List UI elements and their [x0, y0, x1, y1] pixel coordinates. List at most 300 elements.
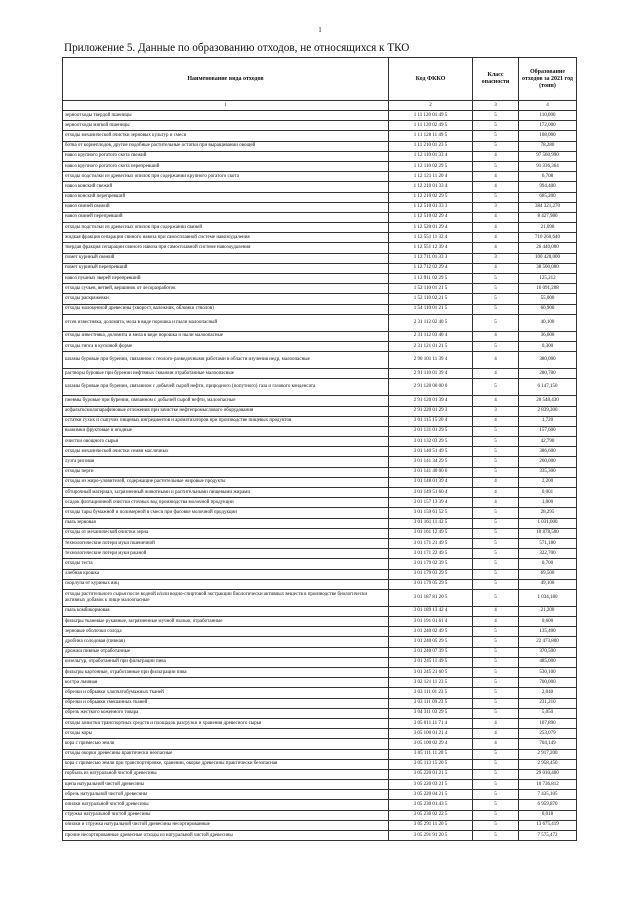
hazard-class-cell: 5: [473, 708, 519, 718]
table-row: [63, 549, 577, 559]
table-row: [63, 314, 577, 331]
waste-name-cell: обтирочный материал, загрязненный животными и растительными пищевыми жирами: [63, 488, 389, 498]
waste-name-cell: пневмы буровые при бурении, связанном с добычей сырой нефти, малоопасные: [63, 396, 389, 406]
waste-amount-cell: 6 959,870: [519, 800, 577, 810]
hazard-class-cell: 5: [473, 284, 519, 294]
waste-amount-cell: 29 010,400: [519, 769, 577, 779]
fkko-code-cell: 3 05 100 01 21 4: [389, 729, 473, 739]
fkko-code-cell: 3 05 011 11 71 4: [389, 718, 473, 728]
waste-amount-cell: 13 675,419: [519, 820, 577, 830]
waste-amount-cell: 6,708: [519, 172, 577, 182]
waste-amount-cell: 1 031,000: [519, 518, 577, 528]
hazard-class-cell: 5: [473, 508, 519, 518]
table-row: [63, 233, 577, 243]
fkko-code-cell: 3 05 220 04 21 5: [389, 790, 473, 800]
waste-name-cell: зерновые оболочки солода: [63, 627, 389, 637]
waste-amount-cell: 280,700: [519, 369, 577, 379]
waste-name-cell: отходы зачистки транспортных средств и площадок разгрузки и хранения древесного сырья: [63, 718, 389, 728]
table-row: [63, 718, 577, 728]
table-row: [63, 447, 577, 457]
waste-amount-cell: 157,600: [519, 426, 577, 436]
hazard-class-cell: 5: [473, 698, 519, 708]
table-row: [63, 406, 577, 416]
hazard-class-cell: 5: [473, 549, 519, 559]
waste-name-cell: фильтры тканевые рукавные, загрязненные мучной пылью, отработанные: [63, 617, 389, 627]
waste-amount-cell: 2 917,200: [519, 749, 577, 759]
hazard-class-cell: 5: [473, 141, 519, 151]
hazard-class-cell: 4: [473, 416, 519, 426]
waste-name-cell: стружка натуральной чистой древесины: [63, 810, 389, 820]
fkko-code-cell: 1 12 520 01 29 4: [389, 223, 473, 233]
waste-amount-cell: 384 321,270: [519, 202, 577, 212]
table-row: [63, 589, 577, 606]
hazard-class-cell: 5: [473, 161, 519, 171]
table-row: [63, 678, 577, 688]
hazard-class-cell: 5: [473, 379, 519, 396]
fkko-code-cell: 3 01 159 61 52 5: [389, 508, 473, 518]
fkko-code-cell: 2 31 112 03 40 4: [389, 331, 473, 341]
header-waste-amount: Образование отходов за 2021 год (тонн): [519, 58, 577, 101]
waste-amount-cell: 49,100: [519, 579, 577, 589]
hazard-class-cell: 5: [473, 627, 519, 637]
fkko-code-cell: 1 11 120 01 49 5: [389, 111, 473, 121]
table-row: [63, 498, 577, 508]
table-row: [63, 528, 577, 538]
table-header-row: [63, 58, 577, 101]
hazard-class-cell: 4: [473, 396, 519, 406]
waste-name-cell: помет куриный перепревший: [63, 263, 389, 273]
fkko-code-cell: 1 11 120 02 49 5: [389, 121, 473, 131]
fkko-code-cell: 3 05 230 02 22 5: [389, 810, 473, 820]
waste-name-cell: отходы от механической очистки зерна: [63, 528, 389, 538]
waste-amount-cell: 1 034,180: [519, 589, 577, 606]
waste-amount-cell: 36,600: [519, 331, 577, 341]
waste-name-cell: отходы тары бумажной и полимерной в смеси при фасовке молочной продукции: [63, 508, 389, 518]
waste-amount-cell: 322,700: [519, 549, 577, 559]
column-number-row: [63, 101, 577, 111]
waste-amount-cell: 0,600: [519, 617, 577, 627]
hazard-class-cell: 3: [473, 253, 519, 263]
table-row: [63, 606, 577, 616]
waste-name-cell: отсев известняка, доломита, мела в виде порошка и пыли малоопасный: [63, 314, 389, 331]
hazard-class-cell: 5: [473, 820, 519, 830]
table-row: [63, 304, 577, 314]
waste-amount-cell: 2 958,450: [519, 759, 577, 769]
waste-name-cell: зерноотходы твердой пшеницы: [63, 111, 389, 121]
table-row: [63, 739, 577, 749]
fkko-code-cell: 1 11 128 11 49 5: [389, 131, 473, 141]
table-row: [63, 182, 577, 192]
waste-amount-cell: 994,400: [519, 182, 577, 192]
hazard-class-cell: 5: [473, 341, 519, 351]
waste-name-cell: осадок флотационной очистки сточных вод производства молочной продукции: [63, 498, 389, 508]
hazard-class-cell: 5: [473, 274, 519, 284]
fkko-code-cell: 3 01 171 22 49 5: [389, 549, 473, 559]
table-row: [63, 831, 577, 841]
fkko-code-cell: 1 11 210 01 23 5: [389, 141, 473, 151]
hazard-class-cell: 5: [473, 579, 519, 589]
waste-amount-cell: 26 440,000: [519, 243, 577, 253]
table-row: [63, 518, 577, 528]
table-row: [63, 243, 577, 253]
waste-amount-cell: 700,000: [519, 678, 577, 688]
waste-name-cell: опилки натуральной чистой древесины: [63, 800, 389, 810]
hazard-class-cell: 5: [473, 749, 519, 759]
table-row: [63, 559, 577, 569]
waste-amount-cell: 5,050: [519, 708, 577, 718]
fkko-code-cell: 3 01 131 01 29 5: [389, 426, 473, 436]
waste-amount-cell: 78,280: [519, 141, 577, 151]
hazard-class-cell: 5: [473, 294, 519, 304]
waste-amount-cell: 69,500: [519, 569, 577, 579]
waste-name-cell: навоз крупного рогатого скота свежий: [63, 151, 389, 161]
fkko-code-cell: 3 01 148 01 39 4: [389, 477, 473, 487]
table-row: [63, 111, 577, 121]
table-row: [63, 131, 577, 141]
fkko-code-cell: 3 01 132 03 29 5: [389, 437, 473, 447]
waste-amount-cell: 125,212: [519, 274, 577, 284]
table-row: [63, 253, 577, 263]
waste-name-cell: выжимки фруктовые и ягодные: [63, 426, 389, 436]
hazard-class-cell: 4: [473, 151, 519, 161]
fkko-code-cell: 2 91 110 01 39 4: [389, 369, 473, 379]
waste-amount-cell: 253,079: [519, 729, 577, 739]
waste-amount-cell: 335,300: [519, 467, 577, 477]
fkko-code-cell: 3 01 179 05 29 5: [389, 579, 473, 589]
waste-name-cell: отходы подстилки из древесных опилок при содержании крупного рогатого скота: [63, 172, 389, 182]
table-row: [63, 121, 577, 131]
waste-amount-cell: 10 736,812: [519, 780, 577, 790]
table-row: [63, 416, 577, 426]
waste-amount-cell: 20 548,430: [519, 396, 577, 406]
waste-amount-cell: 685,200: [519, 192, 577, 202]
waste-name-cell: отходы механической очистки зерновых культур и смеси: [63, 131, 389, 141]
table-row: [63, 223, 577, 233]
fkko-code-cell: 3 05 230 01 43 5: [389, 800, 473, 810]
fkko-code-cell: 3 01 240 07 39 5: [389, 647, 473, 657]
table-row: [63, 579, 577, 589]
table-row: [63, 627, 577, 637]
waste-name-cell: обрезки и обрывки хлопчатобумажных тканей: [63, 688, 389, 698]
fkko-code-cell: 3 01 245 11 49 5: [389, 657, 473, 667]
waste-amount-cell: 16 091,208: [519, 284, 577, 294]
fkko-code-cell: 3 01 171 21 49 5: [389, 538, 473, 548]
waste-amount-cell: 2,200: [519, 477, 577, 487]
table-row: [63, 379, 577, 396]
table-row: [63, 769, 577, 779]
fkko-code-cell: 1 12 551 11 32 4: [389, 233, 473, 243]
fkko-code-cell: 3 05 113 15 20 5: [389, 759, 473, 769]
table-row: [63, 749, 577, 759]
table-row: [63, 780, 577, 790]
waste-name-cell: шламы буровые при бурении, связанном с геолого-разведочными работами в области изучения недр, малоопасные: [63, 352, 389, 369]
table-row: [63, 729, 577, 739]
waste-name-cell: отходы подстилки из древесных опилок при содержании свиней: [63, 223, 389, 233]
hazard-class-cell: 4: [473, 617, 519, 627]
waste-amount-cell: 135,400: [519, 627, 577, 637]
hazard-class-cell: 5: [473, 800, 519, 810]
hazard-class-cell: 5: [473, 457, 519, 467]
table-row: [63, 637, 577, 647]
fkko-code-cell: 3 05 220 01 21 5: [389, 769, 473, 779]
hazard-class-cell: 5: [473, 569, 519, 579]
fkko-code-cell: 3 01 161 12 49 5: [389, 528, 473, 538]
waste-amount-cell: 172,000: [519, 121, 577, 131]
waste-amount-cell: 2,040: [519, 688, 577, 698]
waste-amount-cell: 38 500,000: [519, 263, 577, 273]
waste-amount-cell: 108,000: [519, 131, 577, 141]
waste-name-cell: щепа натуральной чистой древесины: [63, 780, 389, 790]
waste-name-cell: отходы сучьев, ветвей, вершинок от лесоразработок: [63, 284, 389, 294]
hazard-class-cell: 5: [473, 790, 519, 800]
waste-name-cell: ботва от корнеплодов, другие подобные растительные остатки при выращивании овощей: [63, 141, 389, 151]
hazard-class-cell: 4: [473, 718, 519, 728]
hazard-class-cell: 4: [473, 331, 519, 341]
waste-name-cell: шламы буровые при бурении, связанном с добычей сырой нефти, природного (попутного) газа и газового конденсата: [63, 379, 389, 396]
waste-name-cell: отходы теста: [63, 559, 389, 569]
table-row: [63, 426, 577, 436]
waste-amount-cell: 7 575,472: [519, 831, 577, 841]
fkko-code-cell: 3 01 191 01 61 4: [389, 617, 473, 627]
waste-name-cell: отходы механической очистки семян масличных: [63, 447, 389, 457]
table-row: [63, 457, 577, 467]
waste-name-cell: кизельгур, отработанный при фильтрации пива: [63, 657, 389, 667]
fkko-code-cell: 3 05 291 11 20 5: [389, 820, 473, 830]
hazard-class-cell: 4: [473, 488, 519, 498]
waste-name-cell: отходы известняка, доломита и мела в виде порошка и пыли малоопасные: [63, 331, 389, 341]
fkko-code-cell: 3 01 157 13 39 4: [389, 498, 473, 508]
fkko-code-cell: 1 12 110 01 33 4: [389, 151, 473, 161]
fkko-code-cell: 3 01 179 02 39 5: [389, 559, 473, 569]
table-row: [63, 759, 577, 769]
hazard-class-cell: 5: [473, 518, 519, 528]
fkko-code-cell: 3 05 100 02 29 4: [389, 739, 473, 749]
waste-name-cell: асфальтосмолопарафиновые отложения при зачистке нефтепромыслового оборудования: [63, 406, 389, 416]
hazard-class-cell: 5: [473, 528, 519, 538]
waste-name-cell: отходы окорки древесины практически неопасные: [63, 749, 389, 759]
hazard-class-cell: 5: [473, 131, 519, 141]
waste-amount-cell: 0,700: [519, 559, 577, 569]
fkko-code-cell: 2 91 120 01 39 4: [389, 396, 473, 406]
hazard-class-cell: 5: [473, 810, 519, 820]
table-row: [63, 274, 577, 284]
table-row: [63, 294, 577, 304]
hazard-class-cell: 4: [473, 223, 519, 233]
table-row: [63, 352, 577, 369]
hazard-class-cell: 5: [473, 437, 519, 447]
waste-amount-cell: 60,900: [519, 304, 577, 314]
table-row: [63, 172, 577, 182]
hazard-class-cell: 4: [473, 243, 519, 253]
fkko-code-cell: 1 12 210 01 33 4: [389, 182, 473, 192]
table-row: [63, 284, 577, 294]
waste-name-cell: зерноотходы мягкой пшеницы: [63, 121, 389, 131]
waste-amount-cell: 8 427,980: [519, 212, 577, 222]
waste-amount-cell: 704,149: [519, 739, 577, 749]
hazard-class-cell: 3: [473, 202, 519, 212]
waste-name-cell: жидкая фракция сепарации свиного навоза при самосплавной системе навозоудаления: [63, 233, 389, 243]
table-row: [63, 192, 577, 202]
fkko-code-cell: 2 90 101 11 39 4: [389, 352, 473, 369]
hazard-class-cell: 5: [473, 314, 519, 331]
table-row: [63, 151, 577, 161]
fkko-code-cell: 3 04 311 03 29 5: [389, 708, 473, 718]
waste-amount-cell: 110,000: [519, 111, 577, 121]
waste-name-cell: горбыль из натуральной чистой древесины: [63, 769, 389, 779]
hazard-class-cell: 5: [473, 192, 519, 202]
waste-name-cell: технологические потери муки пшеничной: [63, 538, 389, 548]
fkko-code-cell: 3 01 161 11 42 5: [389, 518, 473, 528]
column-number: 2: [389, 101, 473, 111]
hazard-class-cell: 4: [473, 369, 519, 379]
table-row: [63, 800, 577, 810]
waste-amount-cell: 1,720: [519, 416, 577, 426]
waste-name-cell: отходы растительного сырья после водной и/или водно-спиртовой экстракции биологически активных веществ в производстве биологически активных добавок к пище малоопасные: [63, 589, 389, 606]
fkko-code-cell: 2 91 120 00 00 0: [389, 379, 473, 396]
fkko-code-cell: 3 01 149 51 60 4: [389, 488, 473, 498]
column-number: 4: [519, 101, 577, 111]
fkko-code-cell: 3 01 240 05 29 5: [389, 637, 473, 647]
table-row: [63, 341, 577, 351]
waste-name-cell: кора с примесью земли при транспортировке, хранении, окорке древесины практически безопасная: [63, 759, 389, 769]
table-row: [63, 202, 577, 212]
waste-amount-cell: 6 147,150: [519, 379, 577, 396]
waste-name-cell: отходы гипса в кусковой форме: [63, 341, 389, 351]
waste-name-cell: дрожжи пивные отработанные: [63, 647, 389, 657]
waste-amount-cell: 710 260,640: [519, 233, 577, 243]
table-row: [63, 708, 577, 718]
waste-name-cell: навоз конский перепревший: [63, 192, 389, 202]
waste-table: [62, 57, 577, 841]
table-row: [63, 657, 577, 667]
table-row: [63, 569, 577, 579]
hazard-class-cell: 4: [473, 477, 519, 487]
page-number: 1: [318, 26, 322, 34]
table-row: [63, 331, 577, 341]
waste-name-cell: отходы раскряжевки: [63, 294, 389, 304]
hazard-class-cell: 4: [473, 233, 519, 243]
waste-name-cell: технологические потери муки ржаной: [63, 549, 389, 559]
waste-name-cell: пыль зерновая: [63, 518, 389, 528]
fkko-code-cell: 3 01 141 34 29 5: [389, 457, 473, 467]
hazard-class-cell: 5: [473, 467, 519, 477]
waste-amount-cell: 386,600: [519, 447, 577, 457]
column-number: 3: [473, 101, 519, 111]
waste-name-cell: фильтры картонные, отработанные при фильтрации пива: [63, 668, 389, 678]
waste-amount-cell: 22 473,800: [519, 637, 577, 647]
document-title: Приложение 5. Данные по образованию отходов, не относящихся к ТКО: [64, 42, 410, 54]
waste-name-cell: отходы малоценной древесины (хворост, валежник, обломки стволов): [63, 304, 389, 314]
waste-amount-cell: 55,000: [519, 294, 577, 304]
table-row: [63, 698, 577, 708]
waste-amount-cell: 370,500: [519, 647, 577, 657]
waste-name-cell: навоз пушных зверей перепревший: [63, 274, 389, 284]
table-row: [63, 820, 577, 830]
table-row: [63, 488, 577, 498]
waste-name-cell: хлебная крошка: [63, 569, 389, 579]
fkko-code-cell: 3 01 245 21 60 5: [389, 668, 473, 678]
hazard-class-cell: 5: [473, 447, 519, 457]
fkko-code-cell: 2 91 220 01 29 3: [389, 406, 473, 416]
hazard-class-cell: 4: [473, 739, 519, 749]
hazard-class-cell: 5: [473, 780, 519, 790]
hazard-class-cell: 5: [473, 831, 519, 841]
waste-amount-cell: 260,000: [519, 457, 577, 467]
waste-name-cell: скорлупа от куриных яиц: [63, 579, 389, 589]
hazard-class-cell: 5: [473, 668, 519, 678]
hazard-class-cell: 4: [473, 606, 519, 616]
fkko-code-cell: 3 05 111 11 20 5: [389, 749, 473, 759]
hazard-class-cell: 5: [473, 121, 519, 131]
waste-amount-cell: 485,000: [519, 657, 577, 667]
table-row: [63, 617, 577, 627]
fkko-code-cell: 3 02 121 11 23 5: [389, 678, 473, 688]
hazard-class-cell: 5: [473, 304, 519, 314]
waste-amount-cell: 1,000: [519, 498, 577, 508]
hazard-class-cell: 5: [473, 769, 519, 779]
table-row: [63, 141, 577, 151]
waste-amount-cell: 21,200: [519, 606, 577, 616]
waste-name-cell: пыль комбикормовая: [63, 606, 389, 616]
waste-name-cell: лузга рисовая: [63, 457, 389, 467]
table-row: [63, 161, 577, 171]
waste-amount-cell: 97 560,990: [519, 151, 577, 161]
fkko-code-cell: 3 05 220 03 21 5: [389, 780, 473, 790]
fkko-code-cell: 1 12 121 11 20 4: [389, 172, 473, 182]
fkko-code-cell: 1 12 711 01 33 3: [389, 253, 473, 263]
waste-amount-cell: 0,001: [519, 488, 577, 498]
hazard-class-cell: 5: [473, 426, 519, 436]
waste-name-cell: прочие несортированные древесные отходы из натуральной чистой древесины: [63, 831, 389, 841]
waste-amount-cell: 10 878,500: [519, 528, 577, 538]
fkko-code-cell: 1 12 210 02 29 5: [389, 192, 473, 202]
table-row: [63, 263, 577, 273]
waste-name-cell: обрезь жесткого коженного товара: [63, 708, 389, 718]
waste-amount-cell: 100 420,000: [519, 253, 577, 263]
waste-name-cell: костра льняная: [63, 678, 389, 688]
waste-amount-cell: 107,890: [519, 718, 577, 728]
hazard-class-cell: 5: [473, 559, 519, 569]
hazard-class-cell: 5: [473, 111, 519, 121]
fkko-code-cell: 3 01 140 51 49 5: [389, 447, 473, 457]
waste-name-cell: отходы из жиро-уловителей, содержащие растительные жировые продукты: [63, 477, 389, 487]
waste-amount-cell: 0,300: [519, 341, 577, 351]
fkko-code-cell: 3 01 141 40 00 0: [389, 467, 473, 477]
table-row: [63, 477, 577, 487]
fkko-code-cell: 1 12 510 01 33 3: [389, 202, 473, 212]
hazard-class-cell: 5: [473, 589, 519, 606]
hazard-class-cell: 4: [473, 212, 519, 222]
fkko-code-cell: 1 54 110 01 21 5: [389, 304, 473, 314]
waste-name-cell: навоз свиней перепревший: [63, 212, 389, 222]
waste-amount-cell: 7 435,105: [519, 790, 577, 800]
fkko-code-cell: 3 03 111 09 23 5: [389, 698, 473, 708]
waste-amount-cell: 40,100: [519, 314, 577, 331]
header-hazard-class: Класс опасности: [473, 58, 519, 101]
fkko-code-cell: 1 12 110 02 29 5: [389, 161, 473, 171]
fkko-code-cell: 3 01 187 81 20 5: [389, 589, 473, 606]
waste-name-cell: кора с примесью земли: [63, 739, 389, 749]
hazard-class-cell: 5: [473, 538, 519, 548]
hazard-class-cell: 5: [473, 657, 519, 667]
waste-amount-cell: 0,018: [519, 810, 577, 820]
waste-name-cell: навоз конский свежий: [63, 182, 389, 192]
table-row: [63, 508, 577, 518]
fkko-code-cell: 2 31 121 01 21 5: [389, 341, 473, 351]
hazard-class-cell: 4: [473, 729, 519, 739]
table-row: [63, 437, 577, 447]
header-waste-name: Наименование вида отходов: [63, 58, 389, 101]
